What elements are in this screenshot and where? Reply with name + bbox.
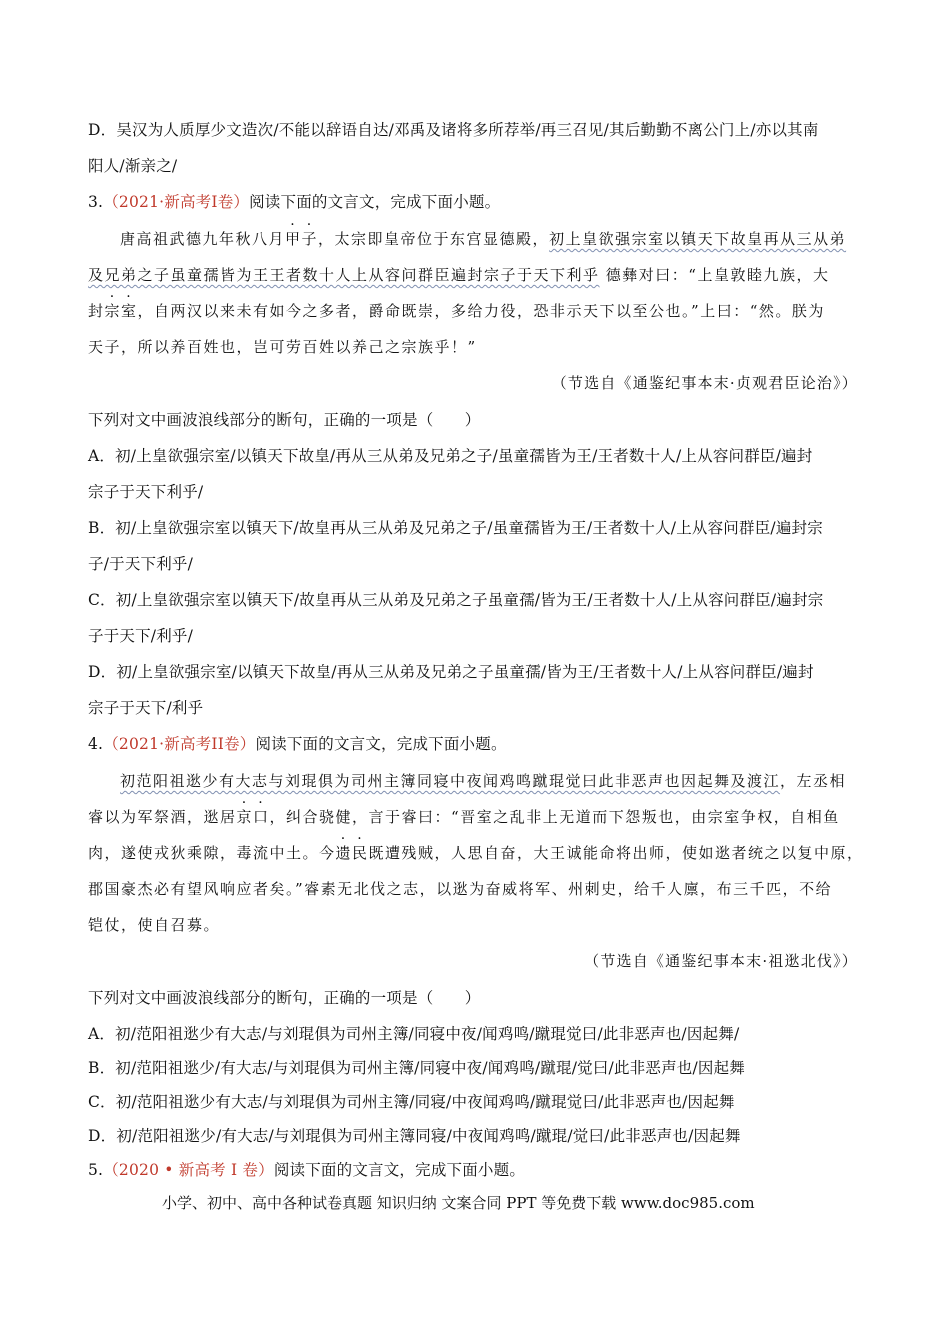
q3-option-b-line1: B．初/上皇欲强宗室以镇天下/故皇再从三从弟及兄弟之子/虽童孺皆为王/王者数十人/上从容问群臣/遍封宗: [88, 519, 823, 537]
q4-option-b: B．初/范阳祖逖少/有大志/与刘琨俱为司州主簿/同寝中夜/闻鸡鸣/蹴琨/觉曰/此非恶声也/因起舞: [88, 1059, 745, 1077]
q4-dotted-char: 民: [352, 844, 369, 862]
q4-option-c: C．初/范阳祖逖少有大志/与刘琨俱为司州主簿/同寝/中夜闻鸡鸣/蹴琨觉曰/此非恶声也/因起舞: [88, 1093, 735, 1111]
q4-passage-text: 肉，遂使戎狄乘隙，毒流中土。今: [88, 844, 336, 862]
q3-option-d-line2: 宗子于天下/利乎: [88, 699, 204, 717]
q4-passage-text: ，纠合骁健，言于睿曰：“晋室之乱非上无道而下怨叛也，由宗室争权，自相鱼: [269, 808, 840, 826]
q3-passage-text: 唐高祖武德九年秋八月: [120, 230, 286, 248]
q5-header: [88, 1158, 525, 1180]
q3-passage-line1: [120, 228, 846, 249]
prev-option-d-line1: D．吴汉为人质厚少文造次/不能以辞语自达/邓禹及诸将多所荐举/再三召见/其后勤勤不离公门上/亦以其南: [88, 121, 819, 139]
q4-number: 4.: [88, 735, 104, 753]
q3-instruction: 阅读下面的文言文，完成下面小题。: [249, 193, 501, 211]
q3-dotted-char: 宗: [104, 302, 122, 320]
q3-passage-line4: 天子，所以养百姓也，岂可劳百姓以养己之宗族乎！”: [88, 338, 477, 356]
q5-instruction: 阅读下面的文言文，完成下面小题。: [273, 1161, 526, 1179]
q3-dotted-char: 室: [121, 302, 138, 320]
q3-option-c-line2: 子于天下/利乎/: [88, 627, 194, 645]
q3-citation: （节选自《通鉴纪事本末·贞观君臣论治》）: [551, 374, 858, 392]
q3-question: 下列对文中画波浪线部分的断句，正确的一项是（ ）: [88, 411, 481, 429]
q3-number: 3.: [88, 193, 104, 211]
q5-source-tag: （2020 • 新高考 I 卷）: [103, 1161, 274, 1179]
page-footer: 小学、初中、高中各种试卷真题 知识归纳 文案合同 PPT 等免费下载 www.doc985.com: [162, 1194, 755, 1212]
prev-option-d-line2: 阳人/渐亲之/: [88, 157, 178, 175]
q3-passage-text: 封: [88, 302, 105, 320]
q3-wavy-segment: 初上皇欲强宗室以镇天下故皇再从三从弟: [549, 230, 847, 248]
q3-dotted-char: 子: [301, 230, 319, 248]
q4-wavy-segment: 初范阳祖逖少有大志与刘琨俱为司州主簿同寝中夜闻鸡鸣蹴琨觉曰此非恶声也因起舞及渡江: [120, 772, 781, 790]
q3-dotted-char: 甲: [285, 230, 302, 248]
q3-option-a-line2: 宗子于天下利乎/: [88, 483, 204, 501]
q3-header: [88, 190, 500, 212]
q4-source-tag: （2021·新高考II卷）: [103, 735, 256, 753]
q3-option-b-line2: 子/于天下利乎/: [88, 555, 194, 573]
q4-passage-line2: [88, 806, 840, 827]
q4-passage-line4: 郡国豪杰必有望风响应者矣。”睿素无北伐之志，以逖为奋威将军、州刺史，给千人廪，布三千匹，不给: [88, 880, 833, 898]
q4-dotted-char: 京: [236, 808, 254, 826]
q4-question: 下列对文中画波浪线部分的断句，正确的一项是（ ）: [88, 989, 481, 1007]
q3-wavy-segment: 及兄弟之子虽童孺皆为王王者数十人上从容问群臣遍封宗子于天下利乎: [88, 266, 600, 284]
q4-passage-line1: [120, 770, 846, 791]
q4-option-a: A．初/范阳祖逖少有大志/与刘琨俱为司州主簿/同寝中夜/闻鸡鸣/蹴琨觉曰/此非恶声也/因起舞/: [88, 1025, 740, 1043]
q3-passage-text: ，太宗即皇帝位于东宫显德殿，: [318, 230, 550, 248]
q4-passage-text: ，左丞相: [780, 772, 847, 790]
q4-passage-text: 既遭残贼，人思自奋，大王诚能命将出师，使如逖者统之以复中原，: [368, 844, 864, 862]
q3-source-tag: （2021·新高考I卷）: [103, 193, 250, 211]
q3-passage-text: 德彝对曰：“上皇敦睦九族，大: [599, 266, 830, 284]
q4-citation: （节选自《通鉴纪事本末·祖逖北伐》）: [584, 952, 858, 970]
q4-dotted-char: 遗: [335, 844, 353, 862]
q4-dotted-char: 口: [253, 808, 270, 826]
q4-header: [88, 732, 507, 754]
q5-number: 5.: [88, 1161, 104, 1179]
q3-passage-text: ，自两汉以来未有如今之多者，爵命既崇，多给力役，恐非示天下以至公也。”上曰：“然。朕为: [137, 302, 825, 320]
q4-passage-line3: [88, 842, 864, 863]
q3-passage-line2: [88, 264, 829, 285]
q3-option-d-line1: D．初/上皇欲强宗室/以镇天下故皇/再从三从弟及兄弟之子虽童孺/皆为王/王者数十人/上从容问群臣/遍封: [88, 663, 814, 681]
q4-option-d: D．初/范阳祖逖少/有大志/与刘琨俱为司州主簿同寝/中夜闻鸡鸣/蹴琨/觉曰/此非恶声也/因起舞: [88, 1127, 741, 1145]
q3-passage-line3: [88, 300, 825, 321]
q4-passage-line5: 铠仗，使自召募。: [88, 916, 221, 934]
q3-option-a-line1: A．初/上皇欲强宗室/以镇天下故皇/再从三从弟及兄弟之子/虽童孺皆为王/王者数十人/上从容问群臣/遍封: [88, 447, 813, 465]
q4-instruction: 阅读下面的文言文，完成下面小题。: [255, 735, 507, 753]
q4-passage-text: 睿以为军祭酒，逖居: [88, 808, 237, 826]
q3-option-c-line1: C．初/上皇欲强宗室以镇天下/故皇再从三从弟及兄弟之子虽童孺/皆为王/王者数十人/上从容问群臣/遍封宗: [88, 591, 824, 609]
